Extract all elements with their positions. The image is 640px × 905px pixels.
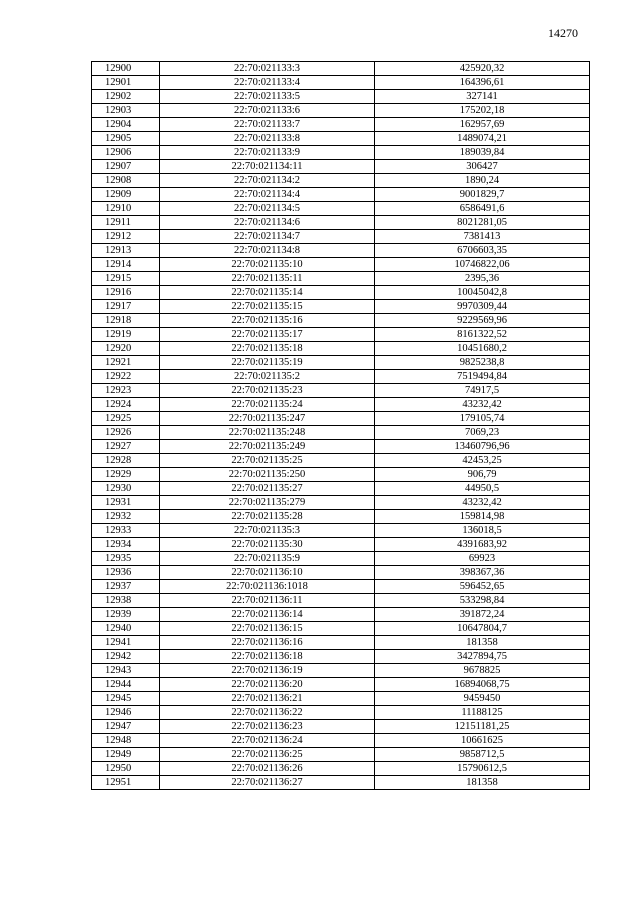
table-row [92, 440, 590, 454]
cadastral-number-cell: 22:70:021136:23 [160, 720, 375, 734]
cadastral-value-cell: 533298,84 [375, 594, 590, 608]
row-number-cell: 12951 [92, 776, 160, 790]
row-number-cell: 12927 [92, 440, 160, 454]
cadastral-value-cell: 391872,24 [375, 608, 590, 622]
row-number-cell: 12938 [92, 594, 160, 608]
cadastral-number-cell: 22:70:021136:1018 [160, 580, 375, 594]
cadastral-number-cell: 22:70:021136:16 [160, 636, 375, 650]
table-row [92, 132, 590, 146]
row-number-cell: 12944 [92, 678, 160, 692]
cadastral-number-cell: 22:70:021135:249 [160, 440, 375, 454]
cadastral-number-cell: 22:70:021136:18 [160, 650, 375, 664]
table-row [92, 734, 590, 748]
cadastral-number-cell: 22:70:021133:3 [160, 62, 375, 76]
row-number-cell: 12941 [92, 636, 160, 650]
cadastral-value-cell: 189039,84 [375, 146, 590, 160]
row-number-cell: 12947 [92, 720, 160, 734]
row-number-cell: 12946 [92, 706, 160, 720]
table-row [92, 524, 590, 538]
cadastral-number-cell: 22:70:021133:6 [160, 104, 375, 118]
cadastral-number-cell: 22:70:021134:2 [160, 174, 375, 188]
cadastral-number-cell: 22:70:021135:247 [160, 412, 375, 426]
table-row [92, 692, 590, 706]
cadastral-value-cell: 7069,23 [375, 426, 590, 440]
row-number-cell: 12903 [92, 104, 160, 118]
table-row [92, 202, 590, 216]
row-number-cell: 12902 [92, 90, 160, 104]
cadastral-value-cell: 74917,5 [375, 384, 590, 398]
cadastral-number-cell: 22:70:021136:22 [160, 706, 375, 720]
cadastral-value-cell: 6706603,35 [375, 244, 590, 258]
cadastral-value-cell: 596452,65 [375, 580, 590, 594]
table-row [92, 328, 590, 342]
cadastral-number-cell: 22:70:021135:14 [160, 286, 375, 300]
cadastral-number-cell: 22:70:021136:10 [160, 566, 375, 580]
table-row [92, 342, 590, 356]
cadastral-number-cell: 22:70:021135:25 [160, 454, 375, 468]
cadastral-number-cell: 22:70:021135:248 [160, 426, 375, 440]
cadastral-number-cell: 22:70:021135:17 [160, 328, 375, 342]
row-number-cell: 12940 [92, 622, 160, 636]
row-number-cell: 12913 [92, 244, 160, 258]
cadastral-value-cell: 10451680,2 [375, 342, 590, 356]
row-number-cell: 12950 [92, 762, 160, 776]
table-row [92, 174, 590, 188]
cadastral-value-cell: 9459450 [375, 692, 590, 706]
row-number-cell: 12918 [92, 314, 160, 328]
table-row [92, 230, 590, 244]
row-number-cell: 12935 [92, 552, 160, 566]
cadastral-number-cell: 22:70:021133:4 [160, 76, 375, 90]
table-row [92, 678, 590, 692]
table-row [92, 552, 590, 566]
cadastral-number-cell: 22:70:021133:8 [160, 132, 375, 146]
row-number-cell: 12926 [92, 426, 160, 440]
cadastral-value-cell: 44950,5 [375, 482, 590, 496]
cadastral-value-cell: 11188125 [375, 706, 590, 720]
row-number-cell: 12909 [92, 188, 160, 202]
row-number-cell: 12904 [92, 118, 160, 132]
cadastral-value-cell: 69923 [375, 552, 590, 566]
cadastral-value-cell: 3427894,75 [375, 650, 590, 664]
row-number-cell: 12915 [92, 272, 160, 286]
row-number-cell: 12914 [92, 258, 160, 272]
row-number-cell: 12939 [92, 608, 160, 622]
cadastral-value-cell: 4391683,92 [375, 538, 590, 552]
table-row [92, 636, 590, 650]
table-row [92, 398, 590, 412]
cadastral-value-cell: 7381413 [375, 230, 590, 244]
cadastral-number-cell: 22:70:021134:4 [160, 188, 375, 202]
cadastral-value-cell: 164396,61 [375, 76, 590, 90]
table-row [92, 496, 590, 510]
table-row [92, 580, 590, 594]
table-row [92, 356, 590, 370]
table-row [92, 370, 590, 384]
row-number-cell: 12936 [92, 566, 160, 580]
table-row [92, 272, 590, 286]
row-number-cell: 12916 [92, 286, 160, 300]
cadastral-number-cell: 22:70:021135:27 [160, 482, 375, 496]
cadastral-value-cell: 327141 [375, 90, 590, 104]
cadastral-number-cell: 22:70:021136:14 [160, 608, 375, 622]
table-row [92, 216, 590, 230]
cadastral-value-cell: 1890,24 [375, 174, 590, 188]
row-number-cell: 12901 [92, 76, 160, 90]
cadastral-number-cell: 22:70:021134:6 [160, 216, 375, 230]
row-number-cell: 12931 [92, 496, 160, 510]
cadastral-number-cell: 22:70:021133:5 [160, 90, 375, 104]
cadastral-number-cell: 22:70:021135:2 [160, 370, 375, 384]
cadastral-value-cell: 13460796,96 [375, 440, 590, 454]
row-number-cell: 12917 [92, 300, 160, 314]
table-row [92, 482, 590, 496]
table-row [92, 566, 590, 580]
row-number-cell: 12934 [92, 538, 160, 552]
table-row [92, 538, 590, 552]
table-row [92, 594, 590, 608]
cadastral-number-cell: 22:70:021136:25 [160, 748, 375, 762]
table-row [92, 90, 590, 104]
cadastral-value-cell: 175202,18 [375, 104, 590, 118]
row-number-cell: 12929 [92, 468, 160, 482]
cadastral-value-cell: 43232,42 [375, 496, 590, 510]
table-row [92, 258, 590, 272]
cadastral-value-cell: 16894068,75 [375, 678, 590, 692]
cadastral-value-cell: 162957,69 [375, 118, 590, 132]
cadastral-value-cell: 8021281,05 [375, 216, 590, 230]
table-body [92, 62, 590, 790]
cadastral-value-cell: 425920,32 [375, 62, 590, 76]
table-row [92, 454, 590, 468]
cadastral-value-cell: 10647804,7 [375, 622, 590, 636]
cadastral-value-cell: 8161322,52 [375, 328, 590, 342]
row-number-cell: 12905 [92, 132, 160, 146]
cadastral-number-cell: 22:70:021135:10 [160, 258, 375, 272]
cadastral-value-cell: 2395,36 [375, 272, 590, 286]
cadastral-value-cell: 10045042,8 [375, 286, 590, 300]
table-row [92, 762, 590, 776]
row-number-cell: 12949 [92, 748, 160, 762]
cadastral-number-cell: 22:70:021136:26 [160, 762, 375, 776]
cadastral-number-cell: 22:70:021135:250 [160, 468, 375, 482]
cadastral-value-cell: 181358 [375, 636, 590, 650]
cadastral-value-cell: 136018,5 [375, 524, 590, 538]
table-row [92, 188, 590, 202]
table-row [92, 426, 590, 440]
table-row [92, 384, 590, 398]
cadastral-value-cell: 9970309,44 [375, 300, 590, 314]
row-number-cell: 12925 [92, 412, 160, 426]
cadastral-value-table [91, 61, 590, 790]
cadastral-value-cell: 1489074,21 [375, 132, 590, 146]
row-number-cell: 12937 [92, 580, 160, 594]
page-number: 14270 [548, 26, 578, 40]
cadastral-value-cell: 179105,74 [375, 412, 590, 426]
cadastral-number-cell: 22:70:021136:19 [160, 664, 375, 678]
cadastral-number-cell: 22:70:021136:11 [160, 594, 375, 608]
row-number-cell: 12907 [92, 160, 160, 174]
table-row [92, 314, 590, 328]
table-row [92, 76, 590, 90]
row-number-cell: 12932 [92, 510, 160, 524]
cadastral-number-cell: 22:70:021135:11 [160, 272, 375, 286]
cadastral-number-cell: 22:70:021135:9 [160, 552, 375, 566]
cadastral-number-cell: 22:70:021135:3 [160, 524, 375, 538]
row-number-cell: 12928 [92, 454, 160, 468]
table-row [92, 118, 590, 132]
table-row [92, 412, 590, 426]
cadastral-number-cell: 22:70:021136:27 [160, 776, 375, 790]
table-row [92, 664, 590, 678]
cadastral-value-cell: 12151181,25 [375, 720, 590, 734]
cadastral-number-cell: 22:70:021135:23 [160, 384, 375, 398]
cadastral-value-cell: 906,79 [375, 468, 590, 482]
cadastral-value-cell: 43232,42 [375, 398, 590, 412]
table-row [92, 706, 590, 720]
row-number-cell: 12923 [92, 384, 160, 398]
row-number-cell: 12924 [92, 398, 160, 412]
table-row [92, 286, 590, 300]
cadastral-number-cell: 22:70:021135:15 [160, 300, 375, 314]
cadastral-number-cell: 22:70:021135:16 [160, 314, 375, 328]
row-number-cell: 12945 [92, 692, 160, 706]
cadastral-value-cell: 9229569,96 [375, 314, 590, 328]
cadastral-value-cell: 7519494,84 [375, 370, 590, 384]
row-number-cell: 12908 [92, 174, 160, 188]
row-number-cell: 12900 [92, 62, 160, 76]
row-number-cell: 12948 [92, 734, 160, 748]
row-number-cell: 12910 [92, 202, 160, 216]
cadastral-number-cell: 22:70:021134:7 [160, 230, 375, 244]
table-row [92, 748, 590, 762]
table-row [92, 300, 590, 314]
table-row [92, 244, 590, 258]
table-row [92, 650, 590, 664]
cadastral-number-cell: 22:70:021135:19 [160, 356, 375, 370]
cadastral-number-cell: 22:70:021136:15 [160, 622, 375, 636]
table-row [92, 468, 590, 482]
cadastral-number-cell: 22:70:021134:5 [160, 202, 375, 216]
cadastral-number-cell: 22:70:021136:24 [160, 734, 375, 748]
cadastral-number-cell: 22:70:021133:9 [160, 146, 375, 160]
cadastral-value-cell: 15790612,5 [375, 762, 590, 776]
cadastral-value-cell: 306427 [375, 160, 590, 174]
cadastral-number-cell: 22:70:021135:30 [160, 538, 375, 552]
cadastral-number-cell: 22:70:021133:7 [160, 118, 375, 132]
cadastral-number-cell: 22:70:021135:279 [160, 496, 375, 510]
cadastral-value-cell: 10746822,06 [375, 258, 590, 272]
row-number-cell: 12921 [92, 356, 160, 370]
cadastral-value-cell: 42453,25 [375, 454, 590, 468]
table-row [92, 510, 590, 524]
row-number-cell: 12930 [92, 482, 160, 496]
row-number-cell: 12906 [92, 146, 160, 160]
cadastral-value-cell: 398367,36 [375, 566, 590, 580]
cadastral-value-cell: 9678825 [375, 664, 590, 678]
table-row [92, 720, 590, 734]
cadastral-number-cell: 22:70:021134:8 [160, 244, 375, 258]
cadastral-value-cell: 159814,98 [375, 510, 590, 524]
cadastral-value-cell: 9858712,5 [375, 748, 590, 762]
row-number-cell: 12942 [92, 650, 160, 664]
cadastral-number-cell: 22:70:021135:28 [160, 510, 375, 524]
cadastral-number-cell: 22:70:021134:11 [160, 160, 375, 174]
table-row [92, 608, 590, 622]
cadastral-number-cell: 22:70:021136:20 [160, 678, 375, 692]
table-row [92, 776, 590, 790]
cadastral-number-cell: 22:70:021135:18 [160, 342, 375, 356]
row-number-cell: 12911 [92, 216, 160, 230]
cadastral-value-cell: 6586491,6 [375, 202, 590, 216]
cadastral-value-cell: 10661625 [375, 734, 590, 748]
row-number-cell: 12919 [92, 328, 160, 342]
row-number-cell: 12933 [92, 524, 160, 538]
row-number-cell: 12943 [92, 664, 160, 678]
table-row [92, 62, 590, 76]
cadastral-number-cell: 22:70:021135:24 [160, 398, 375, 412]
cadastral-value-cell: 181358 [375, 776, 590, 790]
table-row [92, 146, 590, 160]
row-number-cell: 12922 [92, 370, 160, 384]
table-row [92, 160, 590, 174]
table-row [92, 622, 590, 636]
table-row [92, 104, 590, 118]
cadastral-value-cell: 9825238,8 [375, 356, 590, 370]
row-number-cell: 12920 [92, 342, 160, 356]
row-number-cell: 12912 [92, 230, 160, 244]
cadastral-number-cell: 22:70:021136:21 [160, 692, 375, 706]
cadastral-value-cell: 9001829,7 [375, 188, 590, 202]
